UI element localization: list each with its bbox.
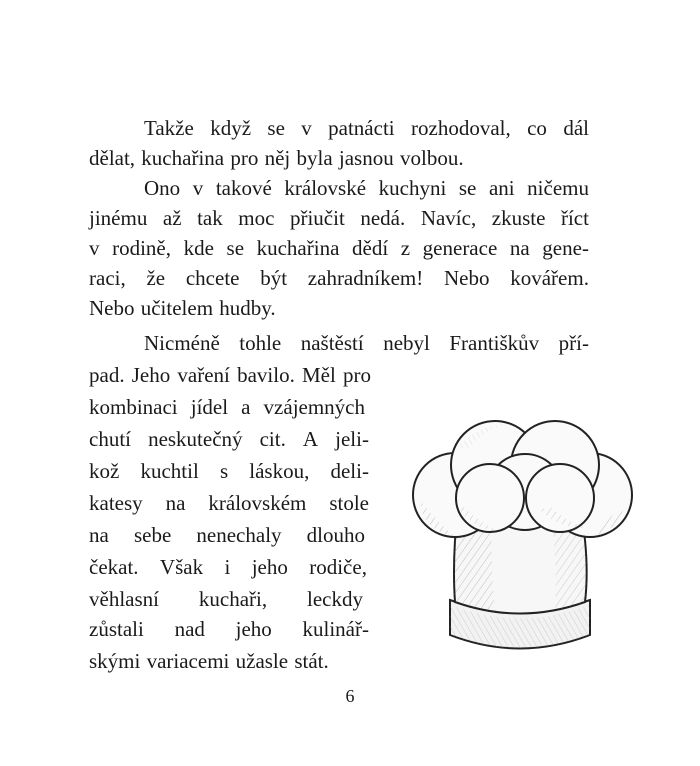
text-line: kombinaci jídel a vzájemných bbox=[89, 395, 365, 419]
text-line: čekat. Však i jeho rodiče, bbox=[89, 555, 367, 579]
text-line: zůstali nad jeho kulinář- bbox=[89, 617, 369, 641]
text-line: na sebe nenechaly dlouho bbox=[89, 523, 365, 547]
text-line: chutí neskutečný cit. A jeli- bbox=[89, 427, 369, 451]
chef-hat-icon bbox=[400, 410, 640, 675]
text-line: dělat, kuchařina pro něj byla jasnou volbou. bbox=[89, 146, 464, 170]
text-line: skými variacemi užasle stát. bbox=[89, 649, 329, 673]
text-line: Nicméně tohle naštěstí nebyl Františkův pří- bbox=[144, 331, 589, 355]
text-line: kož kuchtil s láskou, deli- bbox=[89, 459, 369, 483]
text-line: katesy na královském stole bbox=[89, 491, 369, 515]
text-line: jinému až tak moc přiučit nedá. Navíc, zkuste říct bbox=[89, 206, 589, 230]
text-line: Nebo učitelem hudby. bbox=[89, 296, 276, 320]
text-line: pad. Jeho vaření bavilo. Měl pro bbox=[89, 363, 371, 387]
text-line: v rodině, kde se kuchařina dědí z generace na gene- bbox=[89, 236, 589, 260]
text-line: Takže když se v patnácti rozhodoval, co dál bbox=[144, 116, 589, 140]
text-line: raci, že chcete být zahradníkem! Nebo kovářem. bbox=[89, 266, 589, 290]
page-number: 6 bbox=[345, 686, 355, 706]
text-line: Ono v takové královské kuchyni se ani ničemu bbox=[144, 176, 589, 200]
text-line: věhlasní kuchaři, leckdy bbox=[89, 587, 363, 611]
